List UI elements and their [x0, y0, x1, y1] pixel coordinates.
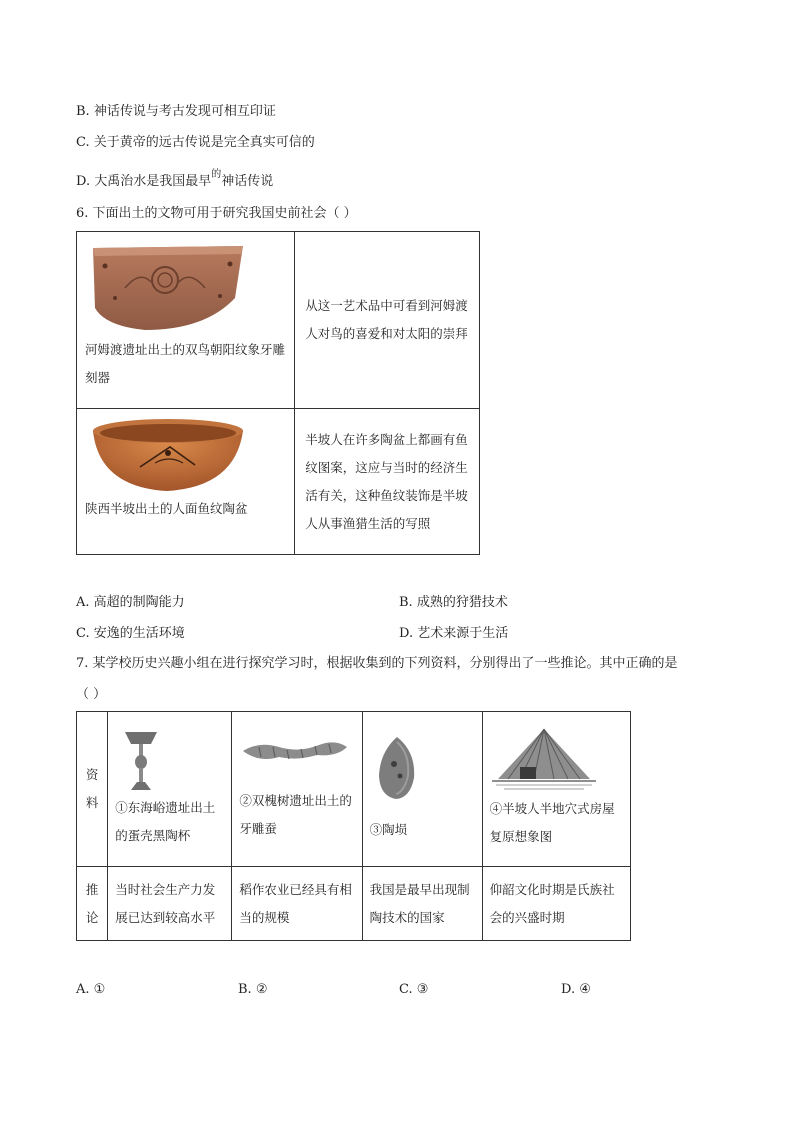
- q5-option-b: B. 神话传说与考古发现可相互印证: [76, 104, 276, 119]
- q7-material-3: [362, 712, 482, 867]
- q7-option-b: B. ②: [238, 982, 268, 997]
- q7-material-2: [232, 712, 362, 867]
- q7-material-4: [482, 712, 630, 867]
- q7-material-4-caption: ④半坡人半地穴式房屋复原想象图: [489, 801, 615, 844]
- q6-row2-caption: 陕西半坡出土的人面鱼纹陶盆: [85, 501, 248, 516]
- q6-option-a: A. 高超的制陶能力: [76, 595, 185, 610]
- q7-material-1: [108, 712, 232, 867]
- q7-inference-4: 仰韶文化时期是氏族社会的兴盛时期: [482, 867, 630, 941]
- q6-row1-text: 从这一艺术品中可看到河姆渡人对鸟的喜爱和对太阳的崇拜: [295, 232, 480, 409]
- q7-inference-1: 当时社会生产力发展已达到较高水平: [108, 867, 232, 941]
- q7-option-a: A. ①: [76, 982, 106, 997]
- q6-option-c: C. 安逸的生活环境: [76, 626, 185, 641]
- q6-row1-image-cell: [77, 232, 295, 409]
- q7-material-2-caption: ②双槐树遗址出土的牙雕蚕: [239, 793, 352, 836]
- q7-material-3-caption: ③陶埙: [369, 822, 408, 837]
- q7-option-c: C. ③: [399, 982, 429, 997]
- fish-pattern-basin-image: [85, 415, 250, 493]
- q5-option-c: C. 关于黄帝的远古传说是完全真实可信的: [76, 135, 315, 150]
- q7-label-inference: 推论: [77, 867, 108, 941]
- q7-inference-2: 稻作农业已经具有相当的规模: [232, 867, 362, 941]
- black-pottery-cup-image: [121, 728, 161, 794]
- q6-option-d: D. 艺术来源于生活: [399, 626, 509, 641]
- banpo-house-image: [490, 727, 598, 795]
- q5-option-d-superscript: 的: [211, 169, 222, 180]
- q5-option-d-part2: 神话传说: [221, 174, 274, 189]
- q6-row2-text: 半坡人在许多陶盆上都画有鱼纹图案，这应与当时的经济生活有关，这种鱼纹装饰是半坡人从事渔猎生活的写照: [295, 409, 480, 555]
- ivory-silkworm-image: [239, 735, 351, 765]
- q6-stem: 6. 下面出土的文物可用于研究我国史前社会（ ）: [76, 206, 357, 221]
- q6-row1-caption: 河姆渡遗址出土的双鸟朝阳纹象牙雕刻器: [85, 342, 286, 385]
- q7-stem-paren: （ ）: [76, 687, 107, 702]
- q7-table: [76, 711, 631, 941]
- q7-material-1-caption: ①东海峪遗址出土的蛋壳黑陶杯: [115, 800, 216, 843]
- pottery-xun-image: [374, 734, 420, 802]
- ivory-carving-image: [85, 238, 250, 334]
- q6-option-b: B. 成熟的狩猎技术: [399, 595, 508, 610]
- q7-stem: 7. 某学校历史兴趣小组在进行探究学习时，根据收集到的下列资料，分别得出了一些推论。其中正确的是: [76, 656, 678, 671]
- q7-option-d: D. ④: [561, 982, 591, 997]
- q6-row2-image-cell: [77, 409, 295, 555]
- q7-inference-3: 我国是最早出现制陶技术的国家: [362, 867, 482, 941]
- q6-table: [76, 231, 480, 555]
- q5-option-d: [76, 169, 274, 193]
- q5-option-d-part1: D. 大禹治水是我国最早: [76, 174, 212, 189]
- q7-label-material: 资料: [77, 712, 108, 867]
